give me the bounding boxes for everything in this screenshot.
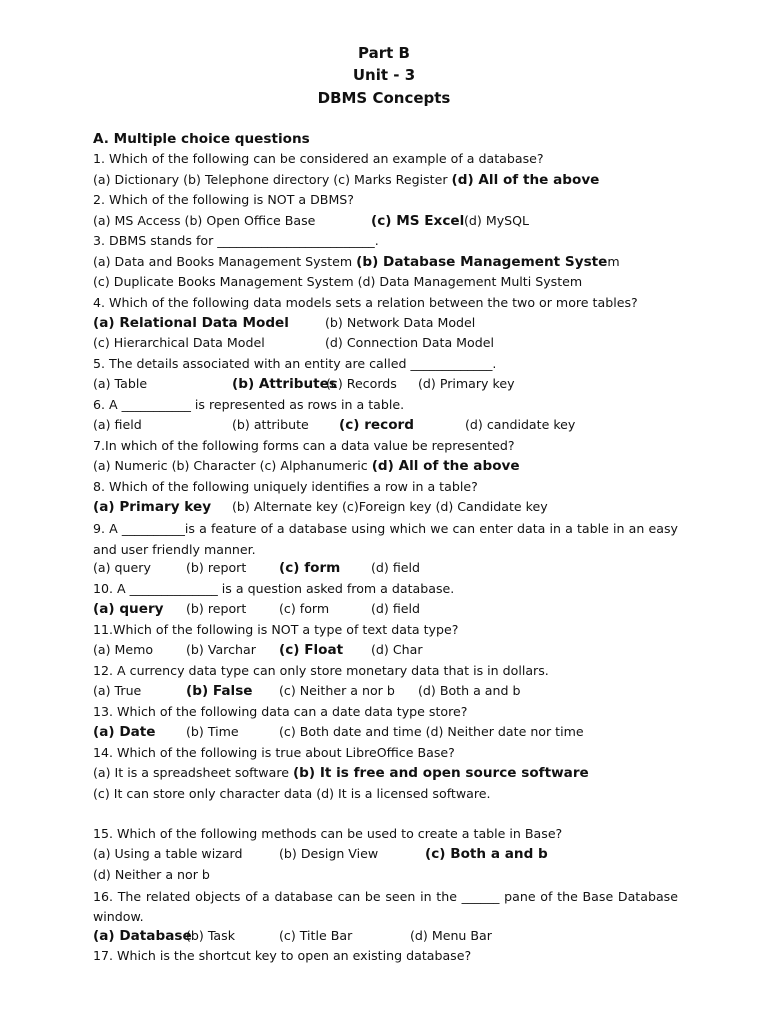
option-b: (b) Task (186, 928, 236, 943)
option-b: (b) report (186, 601, 247, 616)
section-heading: A. Multiple choice questions (93, 131, 310, 147)
option-a: (a) It is a spreadsheet software (93, 765, 293, 780)
option-d: (d) MySQL (464, 213, 530, 228)
answer-7: (d) All of the above (371, 458, 520, 474)
option-d: (d) Menu Bar (410, 928, 492, 943)
option-d: (d) field (371, 560, 420, 575)
option-a: (a) Memo (93, 642, 154, 657)
option-text: (a) Numeric (b) Character (c) Alphanumeric (93, 458, 372, 473)
question-9: 9. A __________is a feature of a database using which we can enter data in a table in an easy and user friendly manner. (93, 521, 678, 557)
answer-13: (a) Date (93, 724, 156, 740)
question-8: 8. Which of the following uniquely identifies a row in a table? (93, 479, 478, 494)
option-d: (d) Primary key (418, 376, 515, 391)
option-a-b: (a) MS Access (b) Open Office Base (93, 213, 316, 228)
answer-16: (a) Database (93, 928, 192, 944)
option-c: (c) Hierarchical Data Model (93, 335, 265, 350)
options-6 (93, 417, 693, 435)
answer-6: (c) record (339, 417, 414, 433)
question-6: 6. A ___________ is represented as rows in a table. (93, 397, 405, 412)
answer-3-tail: m (607, 254, 620, 269)
options-15b: (d) Neither a nor b (93, 867, 210, 882)
question-7: 7.In which of the following forms can a data value be represented? (93, 438, 515, 453)
options-11 (93, 642, 693, 660)
option-d: (d) Char (371, 642, 423, 657)
options-15 (93, 846, 693, 864)
options-3b: (c) Duplicate Books Management System (d) Data Management Multi System (93, 274, 583, 289)
question-4: 4. Which of the following data models sets a relation between the two or more tables? (93, 295, 638, 310)
option-b: (b) Network Data Model (325, 315, 476, 330)
question-15: 15. Which of the following methods can be used to create a table in Base? (93, 826, 563, 841)
question-16: 16. The related objects of a database can be seen in the ______ pane of the Base Database window. (93, 889, 678, 924)
question-5: 5. The details associated with an entity are called _____________. (93, 356, 497, 371)
question-11: 11.Which of the following is NOT a type of text data type? (93, 622, 459, 637)
option-a: (a) True (93, 683, 142, 698)
option-b: (b) Varchar (186, 642, 256, 657)
option-a: (a) Using a table wizard (93, 846, 243, 861)
option-d: (d) field (371, 601, 420, 616)
question-1: 1. Which of the following can be considered an example of a database? (93, 151, 544, 166)
question-13: 13. Which of the following data can a date data type store? (93, 704, 468, 719)
option-d: (d) Connection Data Model (325, 335, 494, 350)
answer-8: (a) Primary key (93, 499, 212, 515)
options-14b: (c) It can store only character data (d) It is a licensed software. (93, 786, 491, 801)
options-9 (93, 560, 693, 578)
option-c: (c) Records (326, 376, 397, 391)
options-4b (93, 335, 693, 353)
option-b: (b) Design View (279, 846, 379, 861)
option-d: (d) candidate key (465, 417, 576, 432)
options-16 (93, 928, 693, 946)
answer-5: (b) Attributes (232, 376, 337, 392)
option-a: (a) field (93, 417, 142, 432)
question-17: 17. Which is the shortcut key to open an existing database? (93, 948, 472, 963)
answer-9: (c) form (279, 560, 341, 576)
question-14: 14. Which of the following is true about LibreOffice Base? (93, 745, 455, 760)
option-a: (a) Table (93, 376, 148, 391)
option-a: (a) Data and Books Management System (93, 254, 357, 269)
unit-title: Unit - 3 (352, 66, 416, 84)
options-5 (93, 376, 693, 394)
part-title: Part B (358, 44, 410, 62)
options-12 (93, 683, 693, 701)
answer-1: (d) All of the above (451, 172, 600, 188)
option-b: (b) attribute (232, 417, 309, 432)
subject-title: DBMS Concepts (317, 89, 451, 107)
options-3a (93, 254, 620, 270)
option-c-d: (c) Both date and time (d) Neither date nor time (279, 724, 584, 739)
option-c: (c) form (279, 601, 330, 616)
answer-2: (c) MS Excel (371, 213, 465, 229)
question-12: 12. A currency data type can only store monetary data that is in dollars. (93, 663, 549, 678)
options-1 (93, 172, 599, 188)
option-a: (a) query (93, 560, 151, 575)
answer-10: (a) query (93, 601, 164, 617)
option-c: (c) Title Bar (279, 928, 353, 943)
option-c: (c) Neither a nor b (279, 683, 395, 698)
answer-15: (c) Both a and b (425, 846, 548, 862)
answer-4: (a) Relational Data Model (93, 315, 289, 331)
option-text: (a) Dictionary (b) Telephone directory (c) Marks Register (93, 172, 452, 187)
answer-12: (b) False (186, 683, 253, 699)
options-10 (93, 601, 693, 619)
question-2: 2. Which of the following is NOT a DBMS? (93, 192, 354, 207)
answer-14: (b) It is free and open source software (292, 765, 589, 781)
answer-11: (c) Float (279, 642, 344, 658)
option-d: (d) Both a and b (418, 683, 521, 698)
answer-3: (b) Database Management Syste (356, 254, 608, 270)
option-b: (b) report (186, 560, 247, 575)
options-2 (93, 213, 693, 231)
question-3: 3. DBMS stands for _________________________. (93, 233, 379, 248)
options-7 (93, 458, 520, 474)
option-b: (b) Time (186, 724, 239, 739)
options-8 (93, 499, 693, 517)
option-b-c-d: (b) Alternate key (c)Foreign key (d) Candidate key (232, 499, 548, 514)
question-10: 10. A ______________ is a question asked from a database. (93, 581, 455, 596)
options-13 (93, 724, 693, 742)
options-14a (93, 765, 589, 781)
options-4a (93, 315, 693, 333)
